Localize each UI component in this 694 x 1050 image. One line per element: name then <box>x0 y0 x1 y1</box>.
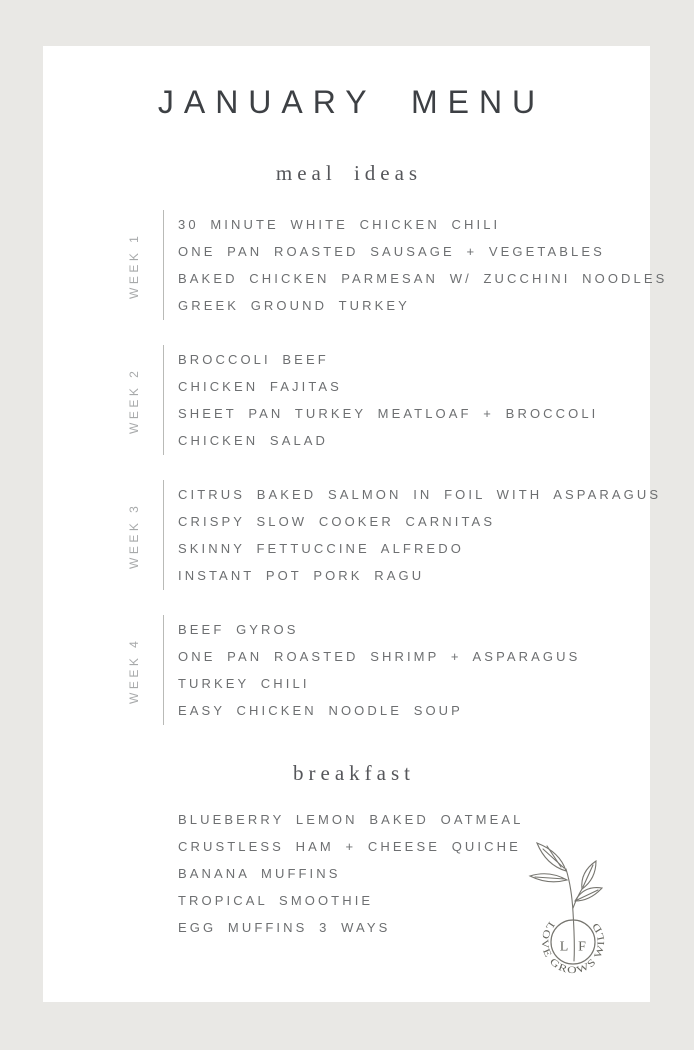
week-block-3 <box>43 480 662 591</box>
meal-item: TURKEY CHILI <box>178 676 310 691</box>
logo-circle <box>551 920 595 964</box>
meal-item: ONE PAN ROASTED SAUSAGE + VEGETABLES <box>178 244 605 259</box>
week-block-1 <box>43 210 668 321</box>
week-block-2 <box>43 345 650 456</box>
meal-item: EASY CHICKEN NOODLE SOUP <box>178 703 463 718</box>
section-heading-breakfast: breakfast <box>293 761 415 785</box>
week-3-label: WEEK 3 <box>127 502 141 569</box>
meal-item: SKINNY FETTUCCINE ALFREDO <box>178 541 464 556</box>
meal-item: TROPICAL SMOOTHIE <box>178 893 374 908</box>
weekly-meal-sections <box>43 210 668 726</box>
logo-ring-text: LOVE GROWS WILD <box>538 919 608 977</box>
meal-item: ONE PAN ROASTED SHRIMP + ASPARAGUS <box>178 649 581 664</box>
meal-item: CHICKEN FAJITAS <box>178 379 342 394</box>
meal-item: CRISPY SLOW COOKER CARNITAS <box>178 514 496 529</box>
brand-logo <box>513 827 633 997</box>
meal-item: INSTANT POT PORK RAGU <box>178 568 425 583</box>
monogram-letter-f: F <box>578 939 586 955</box>
week-block-4 <box>43 615 650 726</box>
meal-item: EGG MUFFINS 3 WAYS <box>178 920 391 935</box>
meal-item: CHICKEN SALAD <box>178 433 329 448</box>
page-title: JANUARY MENU <box>157 84 546 120</box>
meal-item: CITRUS BAKED SALMON IN FOIL WITH ASPARAGUS <box>178 487 662 502</box>
meal-item: 30 MINUTE WHITE CHICKEN CHILI <box>178 217 501 232</box>
meal-item: BLUEBERRY LEMON BAKED OATMEAL <box>178 812 524 827</box>
week-2-meal-list <box>163 345 650 455</box>
week-2-label: WEEK 2 <box>127 367 141 434</box>
section-heading-meal-ideas: meal ideas <box>275 161 423 185</box>
menu-card <box>43 46 668 1002</box>
meal-item: BEEF GYROS <box>178 622 299 637</box>
meal-item: BANANA MUFFINS <box>178 866 341 881</box>
meal-item: SHEET PAN TURKEY MEATLOAF + BROCCOLI <box>178 406 599 421</box>
meal-item: BROCCOLI BEEF <box>178 352 329 367</box>
monogram-letter-l: L <box>559 939 569 955</box>
meal-item: BAKED CHICKEN PARMESAN W/ ZUCCHINI NOODLES <box>178 271 668 286</box>
meal-item: GREEK GROUND TURKEY <box>178 298 410 313</box>
week-1-label: WEEK 1 <box>127 232 141 299</box>
week-4-meal-list <box>163 615 650 725</box>
week-1-meal-list <box>163 210 668 320</box>
week-4-label: WEEK 4 <box>127 637 141 704</box>
week-3-meal-list <box>163 480 662 590</box>
meal-item: CRUSTLESS HAM + CHEESE QUICHE <box>178 839 521 854</box>
